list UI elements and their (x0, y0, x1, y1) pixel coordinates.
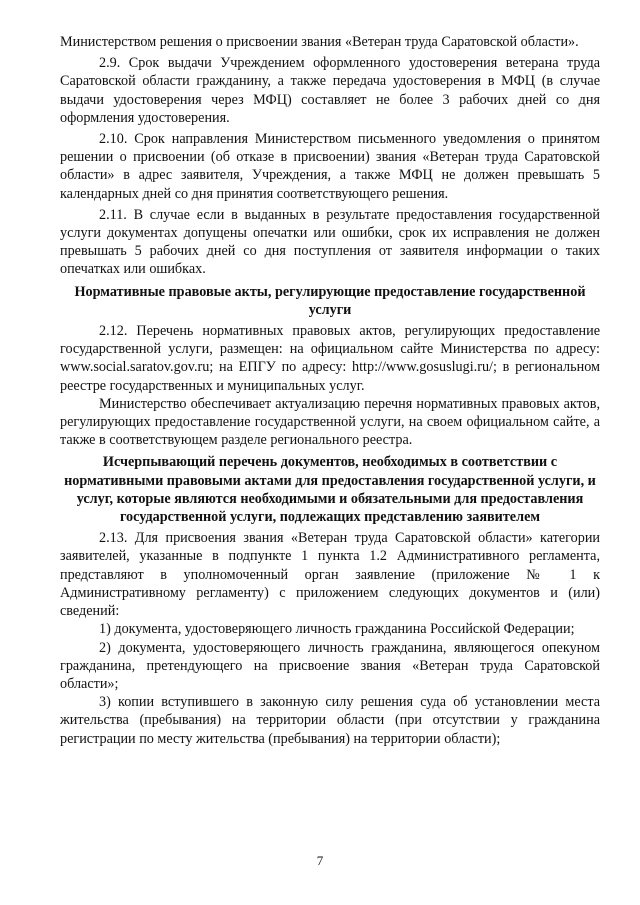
section-heading-documents-list: Исчерпывающий перечень документов, необходимых в соответствии с нормативными правовыми актами для предоставления государственной услуги, и услуг, которые являются необходимыми и обязательными для предоставления государственной услуги, подлежащих представлению заявителем (64, 454, 596, 526)
paragraph-ministry: Министерство обеспечивает актуализацию перечня нормативных правовых актов, регулирующих предоставление государственной услуги, на своем официальном сайте, а также в соответствующем разделе регионального реестра. (60, 395, 600, 449)
paragraph-2-9: 2.9. Срок выдачи Учреждением оформленного удостоверения ветерана труда Саратовской области гражданину, а также передача удостоверения в МФЦ (в случае выдачи удостоверения через МФЦ) составляет не более 3 рабочих дней со дня оформления удостоверения. (60, 55, 600, 126)
list-item-3: 3) копии вступившего в законную силу решения суда об установлении места жительства (пребывания) на территории области (при отсутствии у гражданина регистрации по месту жительства (пребывания) на территории области); (60, 694, 600, 747)
list-item-1: 1) документа, удостоверяющего личность гражданина Российской Федерации; (99, 621, 575, 638)
section-heading-legal-acts: Нормативные правовые акты, регулирующие предоставление государственной услуги (74, 283, 586, 318)
paragraph-2-13: 2.13. Для присвоения звания «Ветеран труда Саратовской области» категории заявителей, указанные в подпункте 1 пункта 1.2 Административного регламента, представляют в уполномоченный орган заявление (приложение № 1 к Административному регламенту) с приложением следующих документов и (или) сведений: (60, 530, 600, 620)
paragraph-2-11: 2.11. В случае если в выданных в результате предоставления государственной услуги документах допущены опечатки или ошибки, срок их исправления не должен превышать 5 рабочих дней со дня поступления от заявителя информации о таких опечатках или ошибках. (60, 206, 600, 278)
document-page (60, 33, 600, 748)
page-number: 7 (316, 853, 324, 868)
paragraph-2-10: 2.10. Срок направления Министерством письменного уведомления о принятом решении о присвоении (об отказе в присвоении) звания «Ветеран труда Саратовской области» в адрес заявителя, Учреждения, а также МФЦ не должен превышать 5 календарных дней со дня принятия соответствующего решения. (60, 131, 600, 202)
paragraph-continuation: Министерством решения о присвоении звания «Ветеран труда Саратовской области». (60, 34, 579, 50)
list-item-2: 2) документа, удостоверяющего личность гражданина, являющегося опекуном гражданина, претендующего на присвоение звания «Ветеран труда Саратовской области»; (60, 639, 600, 692)
paragraph-2-12: 2.12. Перечень нормативных правовых актов, регулирующих предоставление государственной услуги, размещен: на официальном сайте Министерства по адресу: www.social.saratov.gov.ru; на ЕПГУ по адресу: http://www.gosuslugi.ru/; в региональном реестре государственных и муниципальных услуг. (60, 323, 600, 394)
